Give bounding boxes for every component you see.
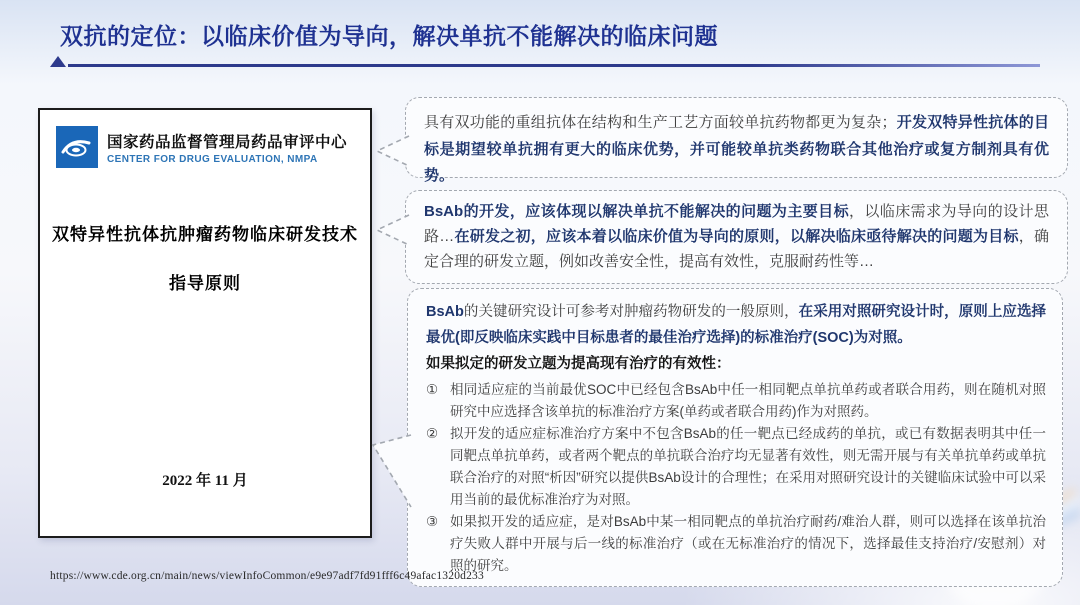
- cde-logo-icon: [56, 126, 98, 168]
- text-segment: BsAb的开发，应该体现以解决单抗不能解决的问题为主要目标: [424, 203, 849, 220]
- guideline-title: [40, 220, 370, 294]
- guideline-title-line2: 指导原则: [169, 274, 241, 293]
- list-item: [426, 379, 1046, 423]
- callout-development-goal: [405, 190, 1068, 284]
- list-item-text: 相同适应症的当前最优SOC中已经包含BsAb中任一相同靶点单抗单药或者联合用药，则在随机对照研究中应选择含该单抗的标准治疗方案(单药或者联合用药)作为对照药。: [450, 382, 1046, 419]
- cde-org-name-en: CENTER FOR DRUG EVALUATION, NMPA: [107, 153, 318, 165]
- page-title: 双抗的定位：以临床价值为导向，解决单抗不能解决的临床问题: [60, 23, 718, 49]
- callout-bsab-complexity: [405, 97, 1068, 184]
- cde-org-names: [107, 130, 347, 165]
- list-item-number: ②: [426, 426, 439, 441]
- cde-header: [56, 126, 356, 168]
- callout-subheading: 如果拟定的研发立题为提高现有治疗的有效性：: [426, 356, 731, 372]
- list-item: [426, 511, 1046, 577]
- bubble-tail-icon: [371, 433, 413, 509]
- guideline-title-line1: 双特异性抗体抗肿瘤药物临床研发技术: [52, 225, 358, 244]
- list-item-number: ③: [426, 514, 439, 529]
- list-item: [426, 423, 1046, 511]
- list-item-number: ①: [426, 382, 439, 397]
- soc-options-list: [426, 379, 1046, 577]
- document-cover: [38, 108, 372, 538]
- text-segment: 在研发之初，应该本着以临床价值为导向的原则，以解决临床亟待解决的问题为目标: [454, 228, 1019, 245]
- callout-text: [424, 199, 1049, 274]
- text-segment: 开发双特异性抗体的目标是期望较单抗拥有更大的临床优势，并可能较单抗类药物联合其他治疗或复方制剂具有优势。: [424, 114, 1049, 184]
- text-segment: 的关键研究设计可参考对肿瘤药物研发的一般原则，: [463, 304, 799, 320]
- text-segment: BsAb: [426, 304, 464, 320]
- text-segment: 具有双功能的重组抗体在结构和生产工艺方面较单抗药物都更为复杂；: [424, 114, 897, 131]
- cde-org-name-cn: 国家药品监督管理局药品审评中心: [107, 133, 348, 151]
- text-segment: ，以临床需求为导向的设计思路…: [424, 203, 1049, 245]
- callout-lead-text: [426, 299, 1046, 351]
- text-segment: ，确定合理的研发立题，例如改善安全性，提高有效性，克服耐药性等…: [424, 228, 1049, 270]
- text-segment: 在采用对照研究设计时，原则上应选择最优(即反映临床实践中目标患者的最佳治疗选择)的标准治疗(SOC)为对照。: [426, 304, 1047, 346]
- guideline-date: 2022 年 11 月: [162, 473, 248, 489]
- bubble-tail-icon: [375, 213, 411, 249]
- list-item-text: 如果拟开发的适应症，是对BsAb中某一相同靶点的单抗治疗耐药/难治人群，则可以选择在该单抗治疗失败人群中开展与后一线的标准治疗（或在无标准治疗的情况下，选择最佳支持治疗/安慰剂）对照的研究。: [450, 514, 1046, 573]
- list-item-text: 拟开发的适应症标准治疗方案中不包含BsAb的任一靶点已经成药的单抗，或已有数据表明其中任一同靶点单抗单药，或者两个靶点的单抗联合治疗均无显著有效性，则无需开展与有关单抗单药或单抗联合治疗的对照“析因”研究以提供BsAb设计的合理性；在采用对照研究设计的关键临床试验中可以采用当前的最优标准治疗为对照。: [450, 426, 1046, 507]
- callout-text: [424, 110, 1049, 190]
- source-url: https://www.cde.org.cn/main/news/viewInfoCommon/e9e97adf7fd91fff6c49afac1320d233: [50, 570, 484, 582]
- rule-triangle-icon: [50, 56, 66, 67]
- title-underline: [68, 64, 1040, 67]
- callout-pivotal-study-design: [407, 288, 1063, 587]
- bubble-tail-icon: [375, 134, 411, 170]
